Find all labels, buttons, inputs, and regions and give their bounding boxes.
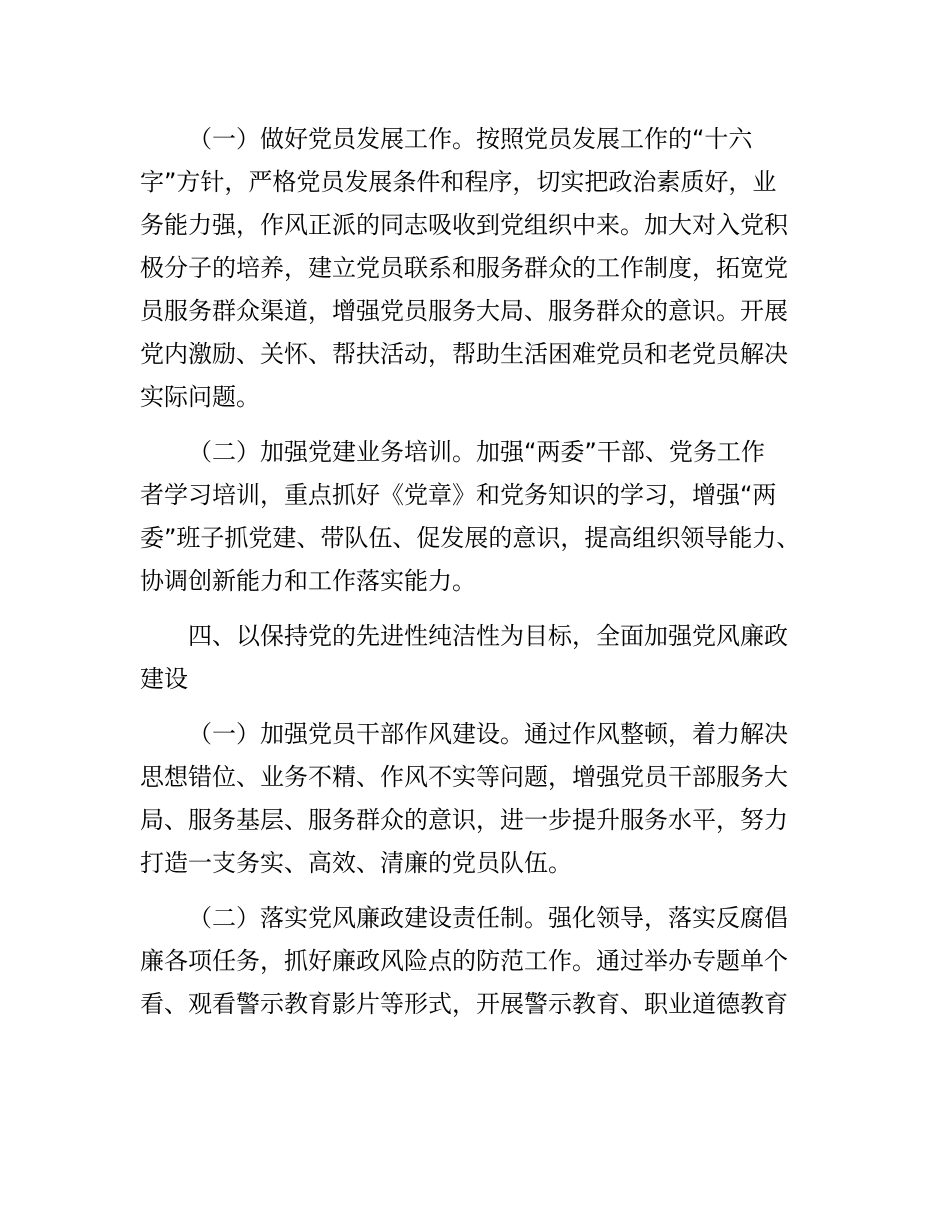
text-line: 极分子的培养，建立党员联系和服务群众的工作制度，拓宽党 (140, 254, 788, 282)
text-line: 打造一支务实、高效、清廉的党员队伍。 (140, 849, 572, 877)
paragraph-integrity-responsibility (140, 897, 830, 1026)
text-line: 务能力强，作风正派的同志吸收到党组织中来。加大对入党积 (140, 211, 788, 239)
text-line: 廉各项任务，抓好廉政风险点的防范工作。通过举办专题单个 (140, 947, 788, 975)
text-line: 协调创新能力和工作落实能力。 (140, 567, 476, 595)
text-line: （二）落实党风廉政建设责任制。强化领导，落实反腐倡 (188, 904, 788, 932)
heading-line: 建设 (140, 665, 188, 693)
heading-line: 四、以保持党的先进性纯洁性为目标，全面加强党风廉政 (188, 622, 788, 650)
text-line: 委”班子抓党建、带队伍、促发展的意识，提高组织领导能力、 (140, 524, 801, 552)
text-line: 实际问题。 (140, 383, 260, 411)
text-line: 员服务群众渠道，增强党员服务大局、服务群众的意识。开展 (140, 297, 788, 325)
paragraph-cadre-style (140, 713, 830, 885)
text-line: （一）加强党员干部作风建设。通过作风整顿，着力解决 (188, 720, 788, 748)
text-line: （一）做好党员发展工作。按照党员发展工作的“十六 (188, 125, 753, 153)
paragraph-party-training (140, 431, 830, 603)
text-line: （二）加强党建业务培训。加强“两委”干部、党务工作 (188, 438, 765, 466)
document-body (140, 118, 830, 1038)
text-line: 局、服务基层、服务群众的意识，进一步提升服务水平，努力 (140, 806, 788, 834)
text-line: 者学习培训，重点抓好《党章》和党务知识的学习，增强“两 (140, 481, 777, 509)
section-heading-four (140, 615, 830, 701)
paragraph-party-member-development (140, 118, 830, 419)
text-line: 字”方针，严格党员发展条件和程序，切实把政治素质好，业 (140, 168, 777, 196)
text-line: 党内激励、关怀、帮扶活动，帮助生活困难党员和老党员解决 (140, 340, 788, 368)
text-line: 看、观看警示教育影片等形式，开展警示教育、职业道德教育 (140, 990, 788, 1018)
text-line: 思想错位、业务不精、作风不实等问题，增强党员干部服务大 (140, 763, 788, 791)
